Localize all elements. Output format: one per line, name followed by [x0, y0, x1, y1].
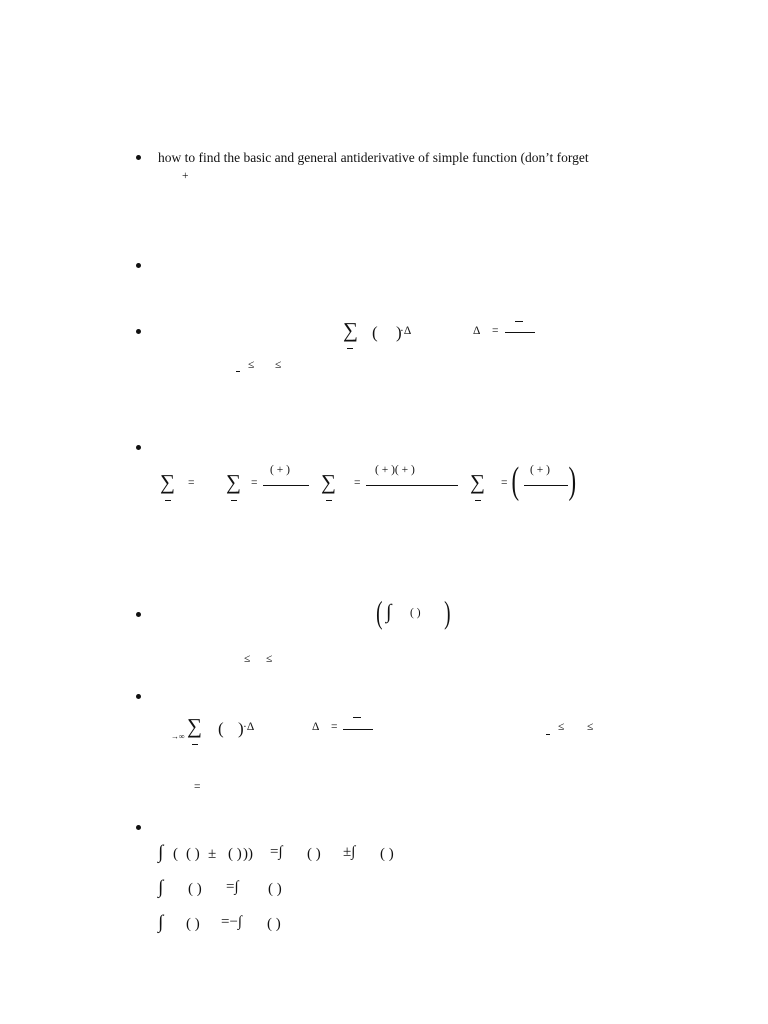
- paren-left: (: [173, 846, 178, 862]
- sigma-symbol: ∑: [160, 470, 175, 494]
- delta-symbol: Δ: [473, 325, 481, 337]
- equals-sign: =: [188, 477, 195, 489]
- limit-subscript: →∞: [171, 732, 185, 741]
- sigma-symbol: ∑: [226, 470, 241, 494]
- sigma-lower-mark: [475, 500, 481, 501]
- delta-symbol: Δ: [312, 721, 320, 733]
- eq-integral: =∫: [226, 879, 239, 895]
- antiderivative-text: how to find the basic and general antiderivative of simple function (don’t forget: [158, 150, 589, 165]
- bullet-2: [136, 263, 141, 268]
- sigma-symbol: ∑: [470, 470, 485, 494]
- fraction-bar: [366, 485, 458, 486]
- frac-num-minus: [515, 321, 523, 322]
- paren-pair: ( ): [380, 846, 394, 862]
- plus-sign: +: [182, 170, 189, 182]
- integral-symbol: ∫: [158, 912, 164, 933]
- fraction-bar: [263, 485, 309, 486]
- equals-sign: =: [354, 477, 361, 489]
- cdot-delta: ·Δ: [243, 721, 255, 733]
- equals-sign: =: [501, 477, 508, 489]
- le-symbol: ≤: [244, 653, 251, 665]
- plus-minus: ±: [208, 846, 217, 862]
- fraction-bar: [524, 485, 568, 486]
- bullet-4: [136, 445, 141, 450]
- bullet-3: [136, 329, 141, 334]
- paren-pair: ( ): [268, 881, 282, 897]
- le-symbol: ≤: [248, 359, 255, 371]
- eq-integral: =∫: [270, 844, 283, 860]
- le-symbol: ≤: [275, 359, 282, 371]
- equals-sign: =: [492, 325, 499, 337]
- sub-mark: [546, 734, 550, 735]
- fraction-bar: [505, 332, 535, 333]
- big-paren-left: (: [511, 460, 520, 502]
- le-symbol: ≤: [587, 721, 594, 733]
- sigma-symbol: ∑: [343, 318, 358, 342]
- integral-symbol: ∫: [386, 601, 392, 623]
- equals-sign: =: [194, 781, 201, 793]
- frac-numerator: ( + ): [530, 464, 550, 476]
- le-symbol: ≤: [266, 653, 273, 665]
- paren-pair: ( ): [307, 846, 321, 862]
- le-symbol: ≤: [558, 721, 565, 733]
- frac-num-minus: [353, 717, 361, 718]
- bullet-7: [136, 825, 141, 830]
- bullet-6: [136, 694, 141, 699]
- sigma-lower-mark: [326, 500, 332, 501]
- sigma-symbol: ∑: [321, 470, 336, 494]
- frac-numerator: ( + )( + ): [375, 464, 415, 476]
- integral-symbol: ∫: [158, 877, 164, 898]
- paren-right: ): [396, 323, 402, 342]
- neg-integral: =−∫: [221, 914, 243, 930]
- paren-pair: ( ): [267, 916, 281, 932]
- paren-pair: ( ): [228, 846, 242, 862]
- paren-pair: ( ): [186, 846, 200, 862]
- big-paren-right: ): [568, 460, 577, 502]
- big-paren-left: (: [376, 594, 383, 630]
- equals-sign: =: [331, 721, 338, 733]
- frac-numerator: ( + ): [270, 464, 290, 476]
- paren-close-double: )): [243, 846, 253, 862]
- big-paren-right: ): [444, 594, 451, 630]
- fraction-bar: [343, 729, 373, 730]
- sigma-lower-mark: [165, 500, 171, 501]
- paren-right: ): [238, 719, 244, 738]
- bullet-5: [136, 612, 141, 617]
- pm-integral: ±∫: [343, 844, 356, 860]
- sub-mark: [236, 371, 240, 372]
- paren-left: (: [218, 719, 224, 738]
- paren-pair: ( ): [410, 607, 421, 619]
- integral-symbol: ∫: [158, 842, 164, 863]
- paren-left: (: [372, 323, 378, 342]
- sigma-lower-mark: [347, 348, 353, 349]
- sigma-lower-mark: [192, 744, 198, 745]
- bullet-1: [136, 155, 141, 160]
- equals-sign: =: [251, 477, 258, 489]
- sigma-symbol: ∑: [187, 714, 202, 738]
- paren-pair: ( ): [186, 916, 200, 932]
- paren-pair: ( ): [188, 881, 202, 897]
- sigma-lower-mark: [231, 500, 237, 501]
- cdot-delta: ·Δ: [400, 325, 412, 337]
